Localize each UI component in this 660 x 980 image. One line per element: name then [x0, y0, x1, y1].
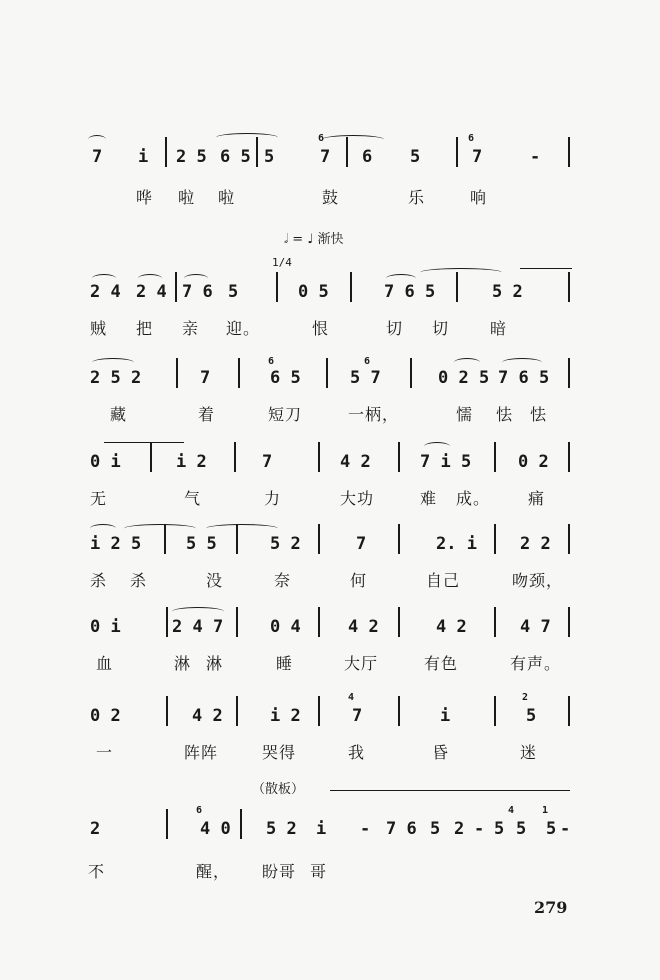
- note: 5 2: [266, 819, 297, 839]
- barline: [346, 137, 348, 167]
- barline: [568, 137, 570, 167]
- lyric: 没: [206, 571, 224, 590]
- note: 6 5: [270, 368, 301, 388]
- lyric: 杀: [130, 571, 148, 590]
- lyric: 迷: [520, 743, 538, 762]
- barline: [350, 272, 352, 302]
- note: 7: [472, 147, 483, 167]
- lyric: 昏: [432, 743, 450, 762]
- note: 2 2: [520, 534, 551, 554]
- note: 4 2: [340, 452, 371, 472]
- barline: [456, 272, 458, 302]
- barline: [568, 272, 570, 302]
- lyric: 暗: [490, 319, 508, 338]
- note: 5 2: [492, 282, 523, 302]
- lyric: 短刀: [268, 405, 303, 424]
- note: 0 2 5: [438, 368, 490, 388]
- note: 5: [516, 819, 527, 839]
- slur-arc: [90, 524, 116, 533]
- barline: [236, 607, 238, 637]
- lyric: 无: [90, 489, 108, 508]
- slur-arc: [104, 442, 184, 451]
- note: i 2: [270, 706, 301, 726]
- score-row-7: [0, 692, 660, 772]
- barline: [166, 607, 168, 637]
- note: 2 4 7: [172, 617, 224, 637]
- lyric: 有色: [424, 654, 459, 673]
- lyric: 切: [432, 319, 450, 338]
- barline: [318, 696, 320, 726]
- slur-arc: [92, 358, 134, 367]
- note: 5: [494, 819, 505, 839]
- lyric: 鼓: [322, 188, 340, 207]
- note: 7: [200, 368, 211, 388]
- barline: [456, 137, 458, 167]
- barline: [494, 607, 496, 637]
- barline: [568, 358, 570, 388]
- barline: [398, 442, 400, 472]
- note: 7 i 5: [420, 452, 472, 472]
- note: 0 i: [90, 452, 121, 472]
- note: -: [530, 147, 541, 167]
- lyric: 奈: [274, 571, 292, 590]
- lyric: 血: [96, 654, 114, 673]
- slur-arc: [424, 442, 450, 451]
- lyric: 迎。: [226, 319, 261, 338]
- grace-note: 4: [508, 805, 515, 816]
- note: 7: [262, 452, 273, 472]
- barline: [176, 358, 178, 388]
- note: i: [138, 147, 149, 167]
- note: 5: [546, 819, 557, 839]
- barline: [568, 524, 570, 554]
- note: 4 2: [192, 706, 223, 726]
- lyric: 怯: [530, 405, 548, 424]
- barline: [238, 358, 240, 388]
- note: 7 6 5: [384, 282, 436, 302]
- lyric: 哭得: [262, 743, 297, 762]
- page-number: 279: [534, 898, 568, 917]
- barline: [494, 524, 496, 554]
- note: 0 4: [270, 617, 301, 637]
- barline: [166, 696, 168, 726]
- lyric: 藏: [110, 405, 128, 424]
- lyric: 哗: [136, 188, 154, 207]
- lyric: 淋: [174, 654, 192, 673]
- note: 2 4: [90, 282, 121, 302]
- note: 7 6: [386, 819, 417, 839]
- note: 7: [92, 147, 103, 167]
- note: 2. i: [436, 534, 477, 554]
- lyric: 力: [264, 489, 282, 508]
- score-row-2: [0, 268, 660, 348]
- lyric: 贼: [90, 319, 108, 338]
- note: 0 5: [298, 282, 329, 302]
- note: 2 5: [176, 147, 207, 167]
- note: 7 6: [182, 282, 213, 302]
- barline: [568, 607, 570, 637]
- lyric: 有声。: [510, 654, 562, 673]
- note: 2 4: [136, 282, 167, 302]
- lyric: 睡: [276, 654, 294, 673]
- note: 6 5: [220, 147, 251, 167]
- note: 4 7: [520, 617, 551, 637]
- barline: [410, 358, 412, 388]
- lyric: 怯: [496, 405, 514, 424]
- grace-note: 6: [318, 133, 325, 144]
- barline: [398, 696, 400, 726]
- note: 0 i: [90, 617, 121, 637]
- grace-note: 6: [468, 133, 475, 144]
- note: 0 2: [90, 706, 121, 726]
- lyric: 着: [198, 405, 216, 424]
- lyric: 自己: [426, 571, 461, 590]
- note: 5: [526, 706, 537, 726]
- lyric: 哥: [310, 862, 328, 881]
- note: 2: [90, 819, 101, 839]
- slur-arc: [520, 268, 572, 277]
- barline: [234, 442, 236, 472]
- lyric: 懦: [456, 405, 474, 424]
- lyric: 大厅: [344, 654, 379, 673]
- barline: [494, 696, 496, 726]
- slur-arc: [330, 790, 570, 799]
- lyric: 难: [420, 489, 438, 508]
- grace-note: 2: [522, 692, 529, 703]
- score-row-4: [0, 440, 660, 520]
- note: 7: [320, 147, 331, 167]
- score-row-6: [0, 605, 660, 685]
- note: i 2: [176, 452, 207, 472]
- time-signature: 1/4: [272, 256, 292, 269]
- lyric: 啦: [178, 188, 196, 207]
- lyric: 淋: [206, 654, 224, 673]
- barline: [326, 358, 328, 388]
- slur-arc: [124, 524, 196, 533]
- lyric: 一: [96, 743, 114, 762]
- barline: [236, 696, 238, 726]
- score-row-1: [0, 125, 660, 215]
- note: -: [360, 819, 371, 839]
- grace-note: 1: [542, 805, 549, 816]
- barline: [165, 137, 167, 167]
- barline: [175, 272, 177, 302]
- slur-arc: [172, 607, 224, 616]
- note: 5: [228, 282, 239, 302]
- lyric: 盼哥: [262, 862, 297, 881]
- barline: [240, 809, 242, 839]
- lyric: 吻颈，: [512, 571, 564, 590]
- lyric: 阵阵: [184, 743, 219, 762]
- barline: [318, 607, 320, 637]
- note: 5 7: [350, 368, 381, 388]
- lyric: 把: [136, 319, 154, 338]
- lyric: 切: [386, 319, 404, 338]
- section-label: （散板）: [252, 782, 305, 797]
- note: i 2 5: [90, 534, 142, 554]
- lyric: 醒，: [196, 862, 231, 881]
- note: 5 2: [270, 534, 301, 554]
- lyric: 何: [350, 571, 368, 590]
- barline: [318, 442, 320, 472]
- barline: [568, 442, 570, 472]
- barline: [494, 442, 496, 472]
- note: 6: [362, 147, 373, 167]
- slur-arc: [420, 268, 502, 277]
- barline: [236, 524, 238, 554]
- lyric: 痛: [528, 489, 546, 508]
- lyric: 恨: [312, 319, 330, 338]
- note: 7 6 5: [498, 368, 550, 388]
- note: 4 2: [348, 617, 379, 637]
- slur-arc: [502, 358, 542, 367]
- note: i: [316, 819, 327, 839]
- slur-arc: [322, 135, 384, 144]
- lyric: 响: [470, 188, 488, 207]
- score-row-5: [0, 522, 660, 602]
- note: 5: [430, 819, 441, 839]
- lyric: 啦: [218, 188, 236, 207]
- grace-note: 6: [364, 356, 371, 367]
- score-row-8: [0, 805, 660, 885]
- tempo-marking: 𝅗𝅥 = ♩ 渐快: [284, 232, 344, 247]
- lyric: 成。: [456, 489, 491, 508]
- slur-arc: [216, 133, 278, 142]
- note: 2: [454, 819, 465, 839]
- barline: [568, 696, 570, 726]
- lyric: 不: [88, 862, 106, 881]
- barline: [276, 272, 278, 302]
- lyric: 大功: [340, 489, 375, 508]
- barline: [398, 607, 400, 637]
- barline: [318, 524, 320, 554]
- barline: [256, 137, 258, 167]
- note: 7: [352, 706, 363, 726]
- score-row-3: [0, 356, 660, 436]
- note: 5: [264, 147, 275, 167]
- barline: [166, 809, 168, 839]
- note: 0 2: [518, 452, 549, 472]
- note: 5 5: [186, 534, 217, 554]
- slur-arc: [206, 524, 278, 533]
- slur-arc: [454, 358, 480, 367]
- note: 4 2: [436, 617, 467, 637]
- note: -: [474, 819, 485, 839]
- barline: [164, 524, 166, 554]
- tie-arc: [88, 135, 106, 144]
- grace-note: 6: [268, 356, 275, 367]
- lyric: 杀: [90, 571, 108, 590]
- barline: [150, 442, 152, 472]
- lyric: 亲: [182, 319, 200, 338]
- barline: [398, 524, 400, 554]
- note: 4 0: [200, 819, 231, 839]
- note: 5: [410, 147, 421, 167]
- note: -: [560, 819, 571, 839]
- lyric: 气: [184, 489, 202, 508]
- grace-note: 6: [196, 805, 203, 816]
- lyric: 乐: [408, 188, 426, 207]
- lyric: 我: [348, 743, 366, 762]
- note: 2 5 2: [90, 368, 142, 388]
- note: i: [440, 706, 451, 726]
- note: 7: [356, 534, 367, 554]
- lyric: 一柄，: [348, 405, 400, 424]
- grace-note: 4: [348, 692, 355, 703]
